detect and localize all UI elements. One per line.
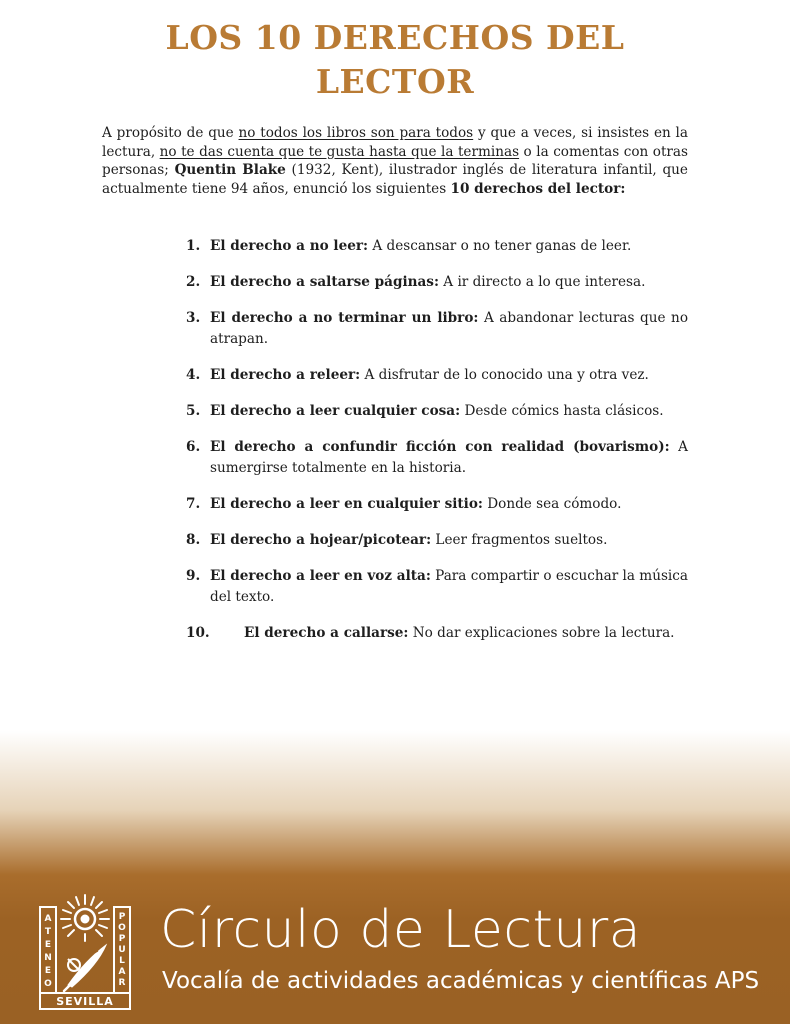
right-title: El derecho a callarse:	[244, 625, 409, 641]
intro-text: (1932, Kent), ilustrador inglés de literatura infantil, que actualmente tiene 94 años, enunció los siguientes	[102, 162, 688, 197]
intro-text: y que a veces, si insistes en la lectura,	[102, 125, 689, 160]
ateneo-popular-sevilla-logo	[38, 893, 132, 1011]
right-number: 10.	[186, 625, 210, 641]
right-item	[186, 308, 688, 350]
right-desc: Leer fragmentos sueltos.	[431, 532, 608, 548]
right-title: El derecho a no leer:	[210, 238, 369, 254]
right-number: 8.	[186, 532, 201, 548]
right-item	[186, 236, 688, 257]
right-title: El derecho a leer en voz alta:	[210, 568, 431, 584]
right-title: El derecho a hojear/picotear:	[210, 532, 432, 548]
right-desc: Desde cómics hasta clásicos.	[460, 403, 664, 419]
right-number: 2.	[186, 274, 201, 290]
footer-title: Círculo de Lectura	[160, 900, 642, 960]
intro-underline-1: no todos los libros son para todos	[238, 125, 474, 141]
right-title: El derecho a confundir ficción con realidad (bovarismo):	[210, 439, 670, 455]
right-title: El derecho a releer:	[210, 367, 361, 383]
page-title-line1: LOS 10 DERECHOS DEL	[165, 18, 625, 57]
right-number: 5.	[186, 403, 201, 419]
intro-text: A propósito de que	[102, 125, 239, 141]
intro-paragraph	[102, 124, 688, 198]
right-number: 9.	[186, 568, 201, 584]
right-desc: A sumergirse totalmente en la historia.	[210, 439, 688, 476]
intro-closing: 10 derechos del lector:	[450, 180, 626, 197]
right-desc: Donde sea cómodo.	[482, 496, 622, 512]
right-item	[186, 623, 688, 644]
right-item	[186, 437, 688, 479]
right-title: El derecho a saltarse páginas:	[210, 274, 439, 290]
right-desc: Para compartir o escuchar la música del texto.	[210, 568, 688, 605]
right-desc: No dar explicaciones sobre la lectura.	[408, 625, 675, 641]
right-title: El derecho a leer cualquier cosa:	[210, 403, 461, 419]
right-desc: A disfrutar de lo conocido una y otra vez.	[360, 367, 649, 383]
right-desc: A abandonar lecturas que no atrapan.	[210, 310, 688, 347]
footer-subtitle: Vocalía de actividades académicas y científicas APS	[162, 968, 760, 994]
right-number: 6.	[186, 439, 201, 455]
right-item	[186, 272, 688, 293]
intro-author: Quentin Blake	[174, 162, 286, 179]
page-title	[0, 16, 790, 104]
right-item	[186, 365, 688, 386]
right-item	[186, 401, 688, 422]
right-title: El derecho a leer en cualquier sitio:	[210, 496, 483, 512]
logo-right-text: P O P U L A R	[118, 912, 126, 988]
right-desc: A ir directo a lo que interesa.	[438, 274, 646, 290]
right-title: El derecho a no terminar un libro:	[210, 310, 479, 326]
intro-text: o la comentas con otras personas;	[102, 143, 689, 179]
logo-bottom-text: SEVILLA	[56, 995, 114, 1008]
right-number: 4.	[186, 367, 201, 383]
right-number: 1.	[186, 238, 201, 254]
right-item	[186, 494, 688, 515]
right-number: 7.	[186, 496, 201, 512]
rights-list	[186, 236, 688, 644]
intro-underline-2: no te das cuenta que te gusta hasta que la terminas	[159, 143, 520, 160]
right-desc: A descansar o no tener ganas de leer.	[368, 238, 632, 254]
logo-left-text: A T E N E O	[44, 914, 52, 989]
right-number: 3.	[186, 310, 201, 326]
page-title-line2: LECTOR	[315, 62, 475, 101]
right-item	[186, 530, 688, 551]
sun-quill-logo-icon	[61, 895, 109, 991]
right-item	[186, 566, 688, 608]
